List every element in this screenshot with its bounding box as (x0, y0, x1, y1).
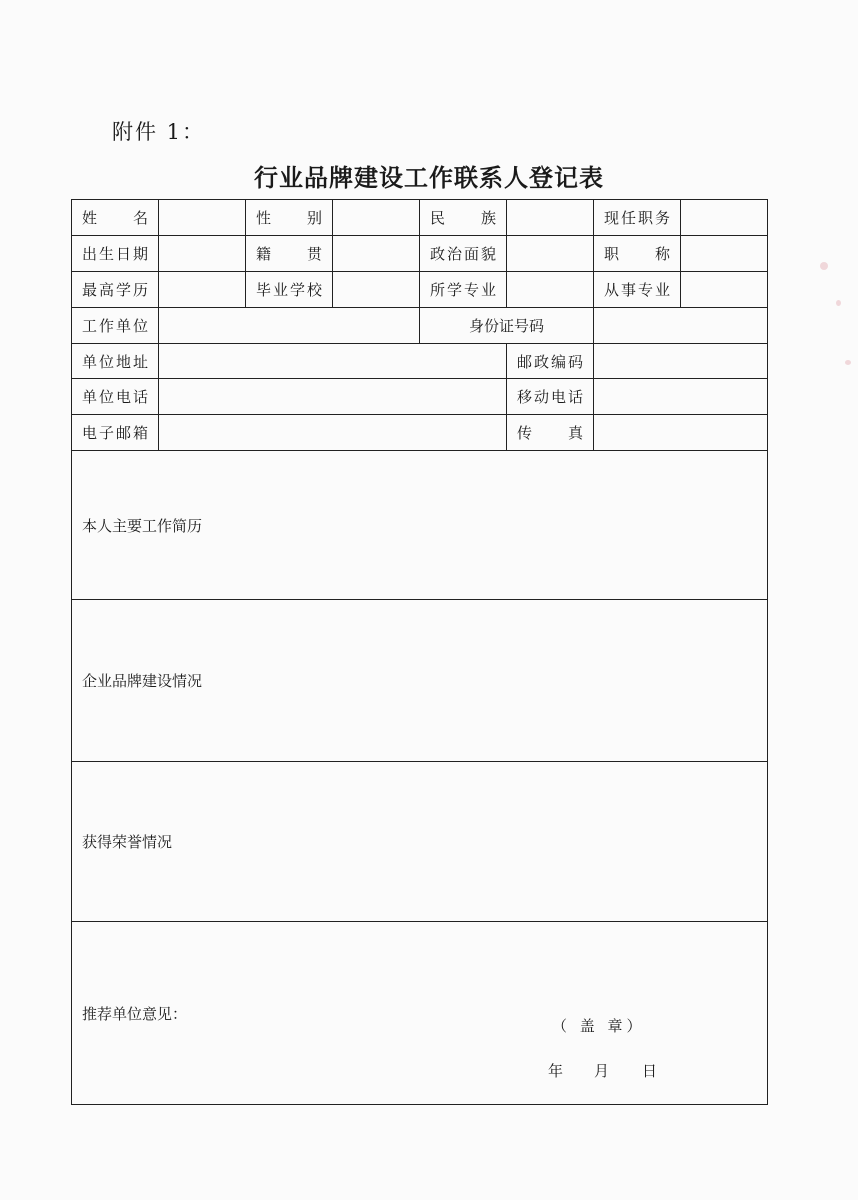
name-field[interactable] (159, 200, 246, 236)
seal-bleed-mark (820, 262, 828, 270)
title-rank-field[interactable] (681, 235, 768, 271)
gender-field[interactable] (333, 200, 420, 236)
fax-field[interactable] (594, 415, 768, 451)
native-place-label: 籍贯 (246, 235, 333, 271)
political-status-label: 政治面貌 (420, 235, 507, 271)
birth-date-label: 出生日期 (72, 235, 159, 271)
name-label: 姓名 (72, 200, 159, 236)
day-label: 日 (642, 1062, 658, 1080)
profession-label: 从事专业 (594, 271, 681, 307)
email-field[interactable] (159, 415, 507, 451)
mobile-phone-field[interactable] (594, 379, 768, 415)
table-row (72, 922, 768, 1105)
title-rank-label: 职称 (594, 235, 681, 271)
education-label: 最高学历 (72, 271, 159, 307)
work-resume-label: 本人主要工作简历 (82, 516, 203, 535)
ethnicity-field[interactable] (507, 200, 594, 236)
month-label: 月 (594, 1062, 610, 1080)
date-line (548, 1060, 657, 1081)
honors-label: 获得荣誉情况 (82, 832, 173, 851)
table-row (72, 451, 768, 600)
attachment-label: 附件 1： (112, 120, 206, 144)
form-title: 行业品牌建设工作联系人登记表 (254, 163, 604, 192)
unit-phone-label: 单位电话 (72, 379, 159, 415)
current-position-field[interactable] (681, 200, 768, 236)
id-number-label: 身份证号码 (420, 307, 594, 343)
birth-date-field[interactable] (159, 235, 246, 271)
unit-address-label: 单位地址 (72, 343, 159, 379)
year-label: 年 (548, 1062, 564, 1080)
work-unit-label: 工作单位 (72, 307, 159, 343)
work-unit-field[interactable] (159, 307, 420, 343)
table-row (72, 600, 768, 762)
current-position-label: 现任职务 (594, 200, 681, 236)
table-row (72, 761, 768, 922)
native-place-field[interactable] (333, 235, 420, 271)
school-label: 毕业学校 (246, 271, 333, 307)
table-row (72, 415, 768, 451)
honors-section[interactable] (72, 761, 768, 922)
education-field[interactable] (159, 271, 246, 307)
stamp-label: （ 盖 章） (552, 1017, 646, 1035)
ethnicity-label: 民族 (420, 200, 507, 236)
table-row (72, 307, 768, 343)
unit-phone-field[interactable] (159, 379, 507, 415)
table-row (72, 200, 768, 236)
postal-code-field[interactable] (594, 343, 768, 379)
seal-bleed-mark (845, 360, 851, 365)
table-row (72, 235, 768, 271)
mobile-phone-label: 移动电话 (507, 379, 594, 415)
brand-building-label: 企业品牌建设情况 (82, 671, 203, 690)
major-field[interactable] (507, 271, 594, 307)
fax-label: 传真 (507, 415, 594, 451)
profession-field[interactable] (681, 271, 768, 307)
table-row (72, 379, 768, 415)
registration-form-table (71, 199, 768, 1105)
gender-label: 性别 (246, 200, 333, 236)
table-row (72, 343, 768, 379)
id-number-field[interactable] (594, 307, 768, 343)
seal-bleed-mark (836, 300, 841, 306)
postal-code-label: 邮政编码 (507, 343, 594, 379)
major-label: 所学专业 (420, 271, 507, 307)
work-resume-section[interactable] (72, 451, 768, 600)
political-status-field[interactable] (507, 235, 594, 271)
unit-address-field[interactable] (159, 343, 507, 379)
email-label: 电子邮箱 (72, 415, 159, 451)
recommendation-label: 推荐单位意见： (82, 1004, 188, 1023)
school-field[interactable] (333, 271, 420, 307)
brand-building-section[interactable] (72, 600, 768, 762)
table-row (72, 271, 768, 307)
recommendation-section[interactable] (72, 922, 768, 1105)
